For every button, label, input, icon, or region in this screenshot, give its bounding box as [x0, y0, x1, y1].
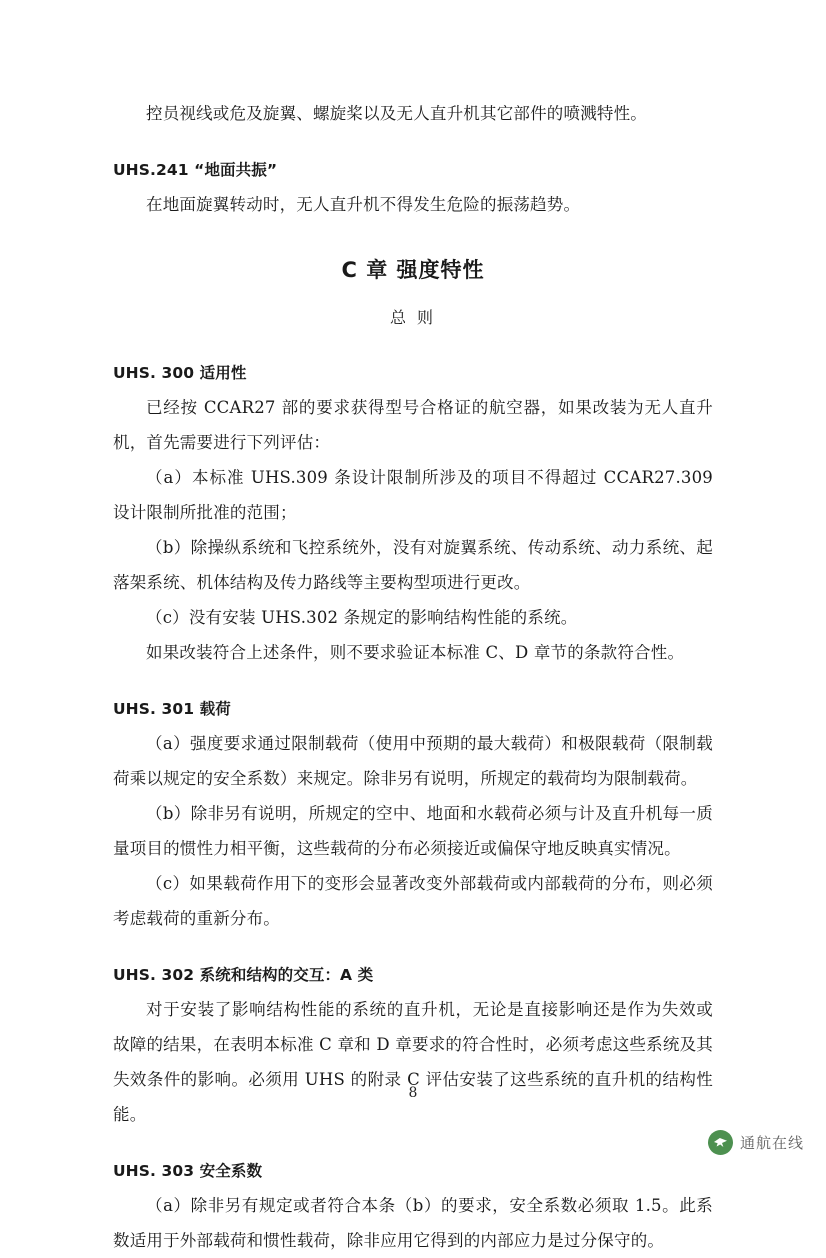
- leaf-logo-icon: [708, 1130, 733, 1155]
- section-paragraph-uhs-300-2: （b）除操纵系统和飞控系统外，没有对旋翼系统、传动系统、动力系统、起落架系统、机体结构及传力路线等主要构型项进行更改。: [113, 538, 713, 592]
- section-paragraph-uhs-301-2: （c）如果载荷作用下的变形会显著改变外部载荷或内部载荷的分布，则必须考虑载荷的重新分布。: [113, 874, 713, 928]
- chapter-title: C 章 强度特性: [341, 258, 485, 282]
- section-paragraph-uhs-300-4: 如果改装符合上述条件，则不要求验证本标准 C、D 章节的条款符合性。: [146, 643, 685, 662]
- section-heading-uhs-302: UHS. 302 系统和结构的交互：A 类: [113, 966, 374, 984]
- section-paragraph-uhs-303-0: （a）除非另有规定或者符合本条（b）的要求，安全系数必须取 1.5。此系数适用于外部载荷和惯性载荷，除非应用它得到的内部应力是过分保守的。: [113, 1196, 713, 1250]
- section-paragraph-uhs-241-0: 在地面旋翼转动时，无人直升机不得发生危险的振荡趋势。: [146, 195, 581, 214]
- section-heading-uhs-300: UHS. 300 适用性: [113, 364, 247, 382]
- chapter-subtitle: 总 则: [389, 308, 437, 327]
- section-paragraph-uhs-300-0: 已经按 CCAR27 部的要求获得型号合格证的航空器，如果改装为无人直升机，首先需要进行下列评估：: [113, 398, 713, 452]
- section-heading-uhs-301: UHS. 301 载荷: [113, 700, 231, 718]
- section-paragraph-uhs-301-1: （b）除非另有说明，所规定的空中、地面和水载荷必须与计及直升机每一质量项目的惯性力相平衡，这些载荷的分布必须接近或偏保守地反映真实情况。: [113, 804, 713, 858]
- top-paragraph: 控员视线或危及旋翼、螺旋桨以及无人直升机其它部件的喷溅特性。: [146, 104, 647, 123]
- section-paragraph-uhs-300-3: （c）没有安装 UHS.302 条规定的影响结构性能的系统。: [146, 608, 578, 627]
- section-heading-uhs-241: UHS.241 “地面共振”: [113, 161, 278, 179]
- section-paragraph-uhs-300-1: （a）本标准 UHS.309 条设计限制所涉及的项目不得超过 CCAR27.309 设计限制所批准的范围；: [113, 468, 713, 522]
- section-paragraph-uhs-301-0: （a）强度要求通过限制载荷（使用中预期的最大载荷）和极限载荷（限制载荷乘以规定的安全系数）来规定。除非另有说明，所规定的载荷均为限制载荷。: [113, 734, 713, 788]
- section-heading-uhs-303: UHS. 303 安全系数: [113, 1162, 263, 1180]
- page-content: [113, 96, 713, 1258]
- watermark-label: 通航在线: [739, 1134, 804, 1152]
- section-paragraph-uhs-302-0: 对于安装了影响结构性能的系统的直升机，无论是直接影响还是作为失效或故障的结果，在表明本标准 C 章和 D 章要求的符合性时，必须考虑这些系统及其失效条件的影响。必须用 UHS 的附录 C 评估安装了这些系统的直升机的结构性能。: [113, 1000, 713, 1124]
- watermark: [708, 1130, 804, 1155]
- page-number: 8: [408, 1085, 418, 1101]
